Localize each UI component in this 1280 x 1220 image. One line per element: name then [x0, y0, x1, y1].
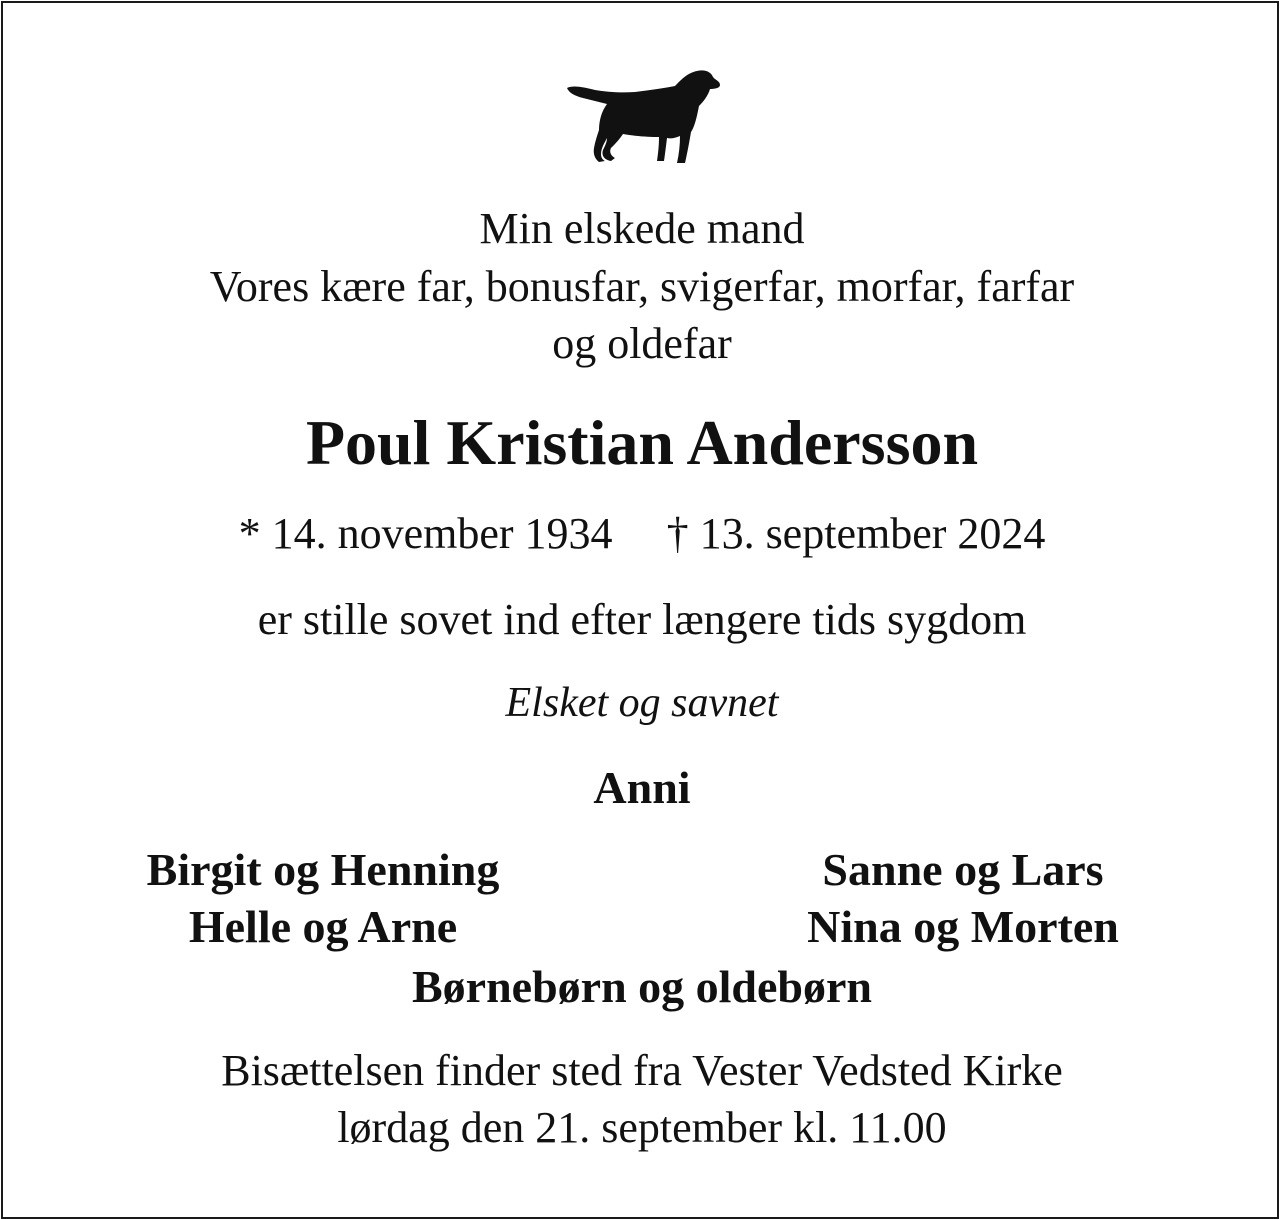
dog-silhouette-icon [563, 66, 723, 170]
passing-note: er stille sovet ind efter længere tids sygdom [257, 595, 1027, 644]
mourner-right-2: Nina og Morten [807, 901, 1119, 952]
intro-line-2: Vores kære far, bonusfar, svigerfar, morfar, farfar [209, 262, 1075, 311]
deceased-name: Poul Kristian Andersson [305, 407, 979, 478]
intro-line-1: Min elskede mand [479, 204, 805, 253]
life-dates [3, 508, 1280, 559]
grandchildren: Børnebørn og oldebørn [411, 961, 873, 1012]
tagline: Elsket og savnet [505, 680, 779, 726]
funeral-line-2: lørdag den 21. september kl. 11.00 [337, 1103, 947, 1152]
funeral-line-1: Bisættelsen finder sted fra Vester Vedsted Kirke [221, 1046, 1063, 1095]
mourner-left-2: Helle og Arne [188, 901, 458, 952]
mourner-left-1: Birgit og Henning [146, 844, 500, 895]
mourner-right-1: Sanne og Lars [822, 844, 1104, 895]
spouse-name: Anni [593, 762, 691, 813]
obituary-notice [1, 1, 1279, 1219]
intro-line-3: og oldefar [552, 319, 732, 368]
birth-date: * 14. november 1934 [238, 509, 613, 558]
death-date: † 13. september 2024 [666, 509, 1046, 558]
